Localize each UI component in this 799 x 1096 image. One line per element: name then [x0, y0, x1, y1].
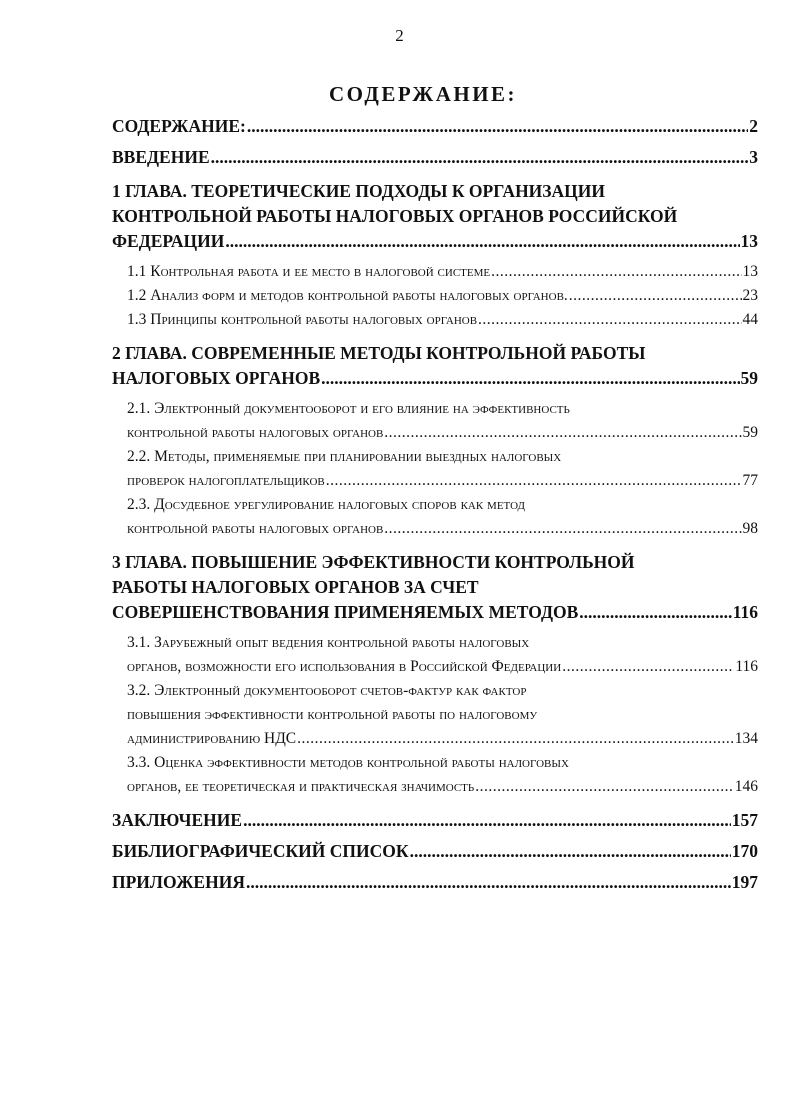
- toc-entry-chapter: [112, 341, 758, 391]
- toc-page-number: 2: [749, 116, 758, 136]
- toc-entry-last-line: [112, 366, 758, 391]
- toc-entry-section: [112, 308, 758, 332]
- dot-leader: [579, 600, 731, 625]
- toc-title: СОДЕРЖАНИЕ:: [328, 82, 518, 106]
- dot-leader: [384, 517, 741, 541]
- toc-page-number: 98: [742, 520, 758, 537]
- toc-page-number: 59: [742, 424, 758, 441]
- toc-entry-last-line: [112, 870, 758, 895]
- toc-entry-text-line: ФЕДЕРАЦИИ: [112, 231, 225, 251]
- toc-entry-last-line: [127, 517, 758, 541]
- toc-entry-text-line: 1.2 Анализ форм и методов контрольной работы налоговых органов.: [127, 287, 568, 304]
- toc-page-number: 157: [731, 810, 758, 830]
- toc-page-number: 44: [742, 311, 758, 328]
- toc-entry-last-line: [127, 284, 758, 308]
- toc-entry-last-line: [112, 145, 758, 170]
- toc-entry-section: [112, 397, 758, 445]
- toc-entry-text-line: 2.3. Досудебное урегулирование налоговых споров как метод: [127, 496, 526, 513]
- toc-entry-last-line: [112, 839, 758, 864]
- toc-entry-last-line: [112, 600, 758, 625]
- toc-entry-text-line: ЗАКЛЮЧЕНИЕ: [112, 810, 243, 830]
- toc-entry-text-line: 1 ГЛАВА. ТЕОРЕТИЧЕСКИЕ ПОДХОДЫ К ОРГАНИЗАЦИИ: [112, 181, 606, 201]
- toc-entry-last-line: [127, 260, 758, 284]
- toc-entry-chapter: [112, 114, 758, 139]
- dot-leader: [243, 808, 731, 833]
- toc-entry-section: [112, 445, 758, 493]
- toc-page-number: 23: [742, 287, 758, 304]
- toc-entry-text-line: СОДЕРЖАНИЕ:: [112, 116, 246, 136]
- spacer: [112, 332, 758, 341]
- toc-entry-chapter: [112, 179, 758, 254]
- table-of-contents: [112, 114, 758, 895]
- toc-entry-text-line: 3.2. Электронный документооборот счетов-фактур как фактор: [127, 682, 527, 699]
- toc-entry-last-line: [127, 421, 758, 445]
- toc-entry-last-line: [112, 229, 758, 254]
- toc-entry-chapter: [112, 839, 758, 864]
- dot-leader: [326, 469, 742, 493]
- toc-entry-text-line: ВВЕДЕНИЕ: [112, 147, 210, 167]
- toc-entry-text-line: 3 ГЛАВА. ПОВЫШЕНИЕ ЭФФЕКТИВНОСТИ КОНТРОЛЬНОЙ: [112, 552, 635, 572]
- toc-entry-last-line: [127, 655, 758, 679]
- spacer: [112, 170, 758, 179]
- toc-entry-chapter: [112, 870, 758, 895]
- toc-entry-last-line: [127, 727, 758, 751]
- toc-entry-last-line: [112, 114, 758, 139]
- toc-entry-last-line: [127, 308, 758, 332]
- toc-entry-text-line: проверок налогоплательщиков: [127, 472, 325, 489]
- toc-page-number: 3: [749, 147, 758, 167]
- toc-entry-last-line: [127, 775, 758, 799]
- toc-page-number: 13: [742, 263, 758, 280]
- dot-leader: [562, 655, 734, 679]
- toc-entry-text-line: повышения эффективности контрольной работы по налоговому: [127, 706, 538, 723]
- toc-entry-section: [112, 751, 758, 799]
- toc-entry-text-line: НАЛОГОВЫХ ОРГАНОВ: [112, 368, 321, 388]
- toc-page-number: 13: [740, 231, 758, 251]
- toc-entry-section: [112, 493, 758, 541]
- toc-entry-text-line: КОНТРОЛЬНОЙ РАБОТЫ НАЛОГОВЫХ ОРГАНОВ РОССИЙСКОЙ: [112, 206, 678, 226]
- dot-leader: [321, 366, 739, 391]
- dot-leader: [225, 229, 739, 254]
- dot-leader: [478, 308, 741, 332]
- toc-page-number: 146: [734, 778, 758, 795]
- toc-entry-chapter: [112, 145, 758, 170]
- toc-page-number: 77: [742, 472, 758, 489]
- toc-entry-text-line: 1.3 Принципы контрольной работы налоговых органов: [127, 311, 478, 328]
- spacer: [112, 799, 758, 808]
- toc-entry-text-line: 2 ГЛАВА. СОВРЕМЕННЫЕ МЕТОДЫ КОНТРОЛЬНОЙ РАБОТЫ: [112, 343, 646, 363]
- dot-leader: [246, 870, 731, 895]
- spacer: [112, 541, 758, 550]
- toc-entry-section: [112, 260, 758, 284]
- toc-entry-section: [112, 679, 758, 751]
- page-number: 2: [395, 26, 404, 45]
- toc-page-number: 116: [732, 602, 758, 622]
- toc-page-number: 134: [734, 730, 758, 747]
- toc-entry-text-line: органов, возможности его использования в Российской Федерации: [127, 658, 562, 675]
- toc-entry-text-line: 2.1. Электронный документооборот и его влияние на эффективность: [127, 400, 570, 417]
- toc-page-number: 197: [731, 872, 758, 892]
- dot-leader: [384, 421, 741, 445]
- toc-entry-text-line: РАБОТЫ НАЛОГОВЫХ ОРГАНОВ ЗА СЧЕТ: [112, 577, 479, 597]
- toc-page-number: 59: [740, 368, 758, 388]
- toc-page-number: 170: [731, 841, 758, 861]
- toc-page-number: 116: [735, 658, 758, 675]
- dot-leader: [569, 284, 742, 308]
- toc-entry-text-line: 3.1. Зарубежный опыт ведения контрольной работы налоговых: [127, 634, 530, 651]
- toc-entry-last-line: [127, 469, 758, 493]
- toc-entry-text-line: 3.3. Оценка эффективности методов контрольной работы налоговых: [127, 754, 569, 771]
- dot-leader: [475, 775, 734, 799]
- toc-entry-text-line: 2.2. Методы, применяемые при планировании выездных налоговых: [127, 448, 562, 465]
- toc-entry-text-line: БИБЛИОГРАФИЧЕСКИЙ СПИСОК: [112, 841, 409, 861]
- dot-leader: [247, 114, 748, 139]
- toc-entry-text-line: 1.1 Контрольная работа и ее место в налоговой системе: [127, 263, 491, 280]
- toc-entry-last-line: [112, 808, 758, 833]
- dot-leader: [491, 260, 741, 284]
- toc-entry-text-line: ПРИЛОЖЕНИЯ: [112, 872, 245, 892]
- dot-leader: [410, 839, 731, 864]
- toc-entry-text-line: контрольной работы налоговых органов: [127, 424, 384, 441]
- toc-entry-chapter: [112, 808, 758, 833]
- toc-entry-text-line: контрольной работы налоговых органов: [127, 520, 384, 537]
- toc-entry-section: [112, 631, 758, 679]
- dot-leader: [211, 145, 749, 170]
- toc-entry-section: [112, 284, 758, 308]
- toc-entry-text-line: СОВЕРШЕНСТВОВАНИЯ ПРИМЕНЯЕМЫХ МЕТОДОВ: [112, 602, 579, 622]
- toc-entry-chapter: [112, 550, 758, 625]
- toc-entry-text-line: администрированию НДС: [127, 730, 297, 747]
- dot-leader: [297, 727, 734, 751]
- toc-entry-text-line: органов, ее теоретическая и практическая значимость: [127, 778, 475, 795]
